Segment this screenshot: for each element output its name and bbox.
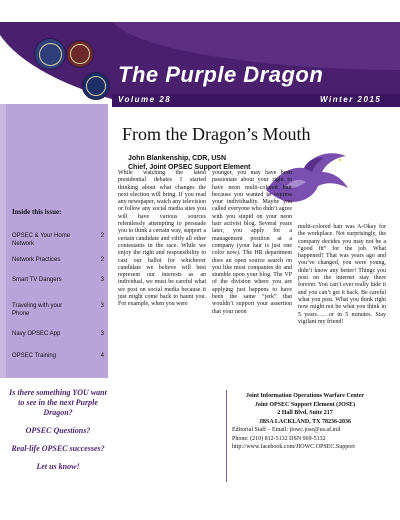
toc-item-label: Navy OPSEC App — [12, 331, 61, 337]
seal-emblem-icon — [66, 40, 94, 68]
promo-line: Let us know! — [36, 462, 80, 471]
issue-season: Winter 2015 — [320, 95, 382, 104]
volume-number: Volume 28 — [118, 95, 172, 104]
promo-line: Real-life OPSEC successes? — [11, 444, 105, 453]
toc-item-label: Traveling with your Phone — [12, 303, 63, 317]
toc-item-page: 3 — [100, 331, 104, 337]
toc-item-page: 3 — [100, 277, 104, 283]
contact-org: Joint Information Operations Warfare Center — [245, 393, 365, 399]
article-column-1: While watching the latest presidential debates I started thinking about what changes the next election will bring. If you read any newspaper, watch any television or follow any social media sites you will have various sources relentlessly attempting to persuade you to think a certain way, support a certain candidate and vilify all other contestants in the race. While we enjoy the right and responsibility to cast our ballot for whichever candidate we believe will best represent our interests as an individual, we must be careful what we post on social media because it just might come back to haunt you. For example, when you were — [118, 170, 206, 308]
article-column-3: multi-colored hair was A-Okay for the workplace. Not surprisingly, the company decides you may not be a “good fit” for the job. What happened? That was years ago and you’ve changed, you were young, didn’t know any better! Things you post on the internet stay there forever. You can’t ever really hide it and you can’t get it back. Be careful what you post. What you think right now might not be what you think in 5 years……or in 5 minutes. Stay vigilant my friend! — [298, 224, 386, 325]
promo-box — [6, 388, 110, 480]
toc-item-page: 3 — [100, 303, 104, 309]
toc-item[interactable] — [12, 302, 104, 330]
toc-item[interactable] — [12, 352, 104, 372]
promo-line: OPSEC Questions? — [25, 426, 91, 435]
toc-item[interactable] — [12, 276, 104, 302]
newsletter-title: The Purple Dragon — [118, 62, 324, 87]
author-name: John Blankenship, CDR, USN — [128, 155, 227, 162]
article-headline: From the Dragon’s Mouth — [122, 124, 311, 144]
contact-city: JBSA LACKLAND, TX 78236-2036 — [259, 418, 351, 425]
page-bottom-margin — [0, 486, 400, 520]
article-column-2: younger, you may have been passionate about your right to have neon multi-colored hair because you wanted to express your individuality. Maybe you called everyone who didn’t agree with you stupid on your neon hair activist blog. Several years later, you apply for a management position at a company (your hair is just one color now). The HR department does an open source search on you like most companies do and stumble upon your blog. The VP of the division where you are applying just happens to have been the same “jerk” that wouldn’t support your assertion that your neon — [212, 170, 292, 315]
toc-item-page: 2 — [100, 257, 104, 263]
contact-divider — [226, 390, 227, 482]
toc-item-label: OPSEC Training — [12, 353, 57, 359]
toc-heading: Inside this issue: — [12, 208, 62, 216]
contact-address: 2 Hall Blvd, Suite 217 — [277, 410, 333, 416]
header-top-margin — [0, 0, 400, 22]
seal-emblem-icon — [82, 72, 110, 100]
toc-item-label: OPSEC & Your Home Network — [12, 233, 71, 247]
contact-block — [232, 392, 378, 452]
promo-question: Is there something YOU want to see in the next Purple Dragon? — [9, 388, 107, 417]
contact-phone: Phone: (210) 812-5132 DSN 969-5132 — [232, 435, 326, 442]
contact-org: Joint OPSEC Support Element (JOSE) — [254, 401, 356, 408]
toc-item-label: Network Practices — [12, 257, 61, 263]
toc-item[interactable] — [12, 256, 104, 276]
toc-item-page: 2 — [100, 233, 104, 239]
contact-email[interactable]: Editorial Staff – Email: jiowc.jose@us.af.mil — [232, 427, 341, 433]
toc-item-page: 4 — [100, 353, 104, 359]
table-of-contents — [12, 232, 104, 372]
author-role: Chief, Joint OPSEC Support Element — [128, 164, 251, 171]
seal-emblem-icon — [34, 38, 66, 70]
toc-item[interactable] — [12, 330, 104, 352]
toc-item[interactable] — [12, 232, 104, 256]
contact-web-link[interactable]: http://www.facebook.com/JIOWC.OPSEC.Support — [232, 444, 355, 450]
toc-item-label: Smart TV Dangers — [12, 277, 62, 283]
